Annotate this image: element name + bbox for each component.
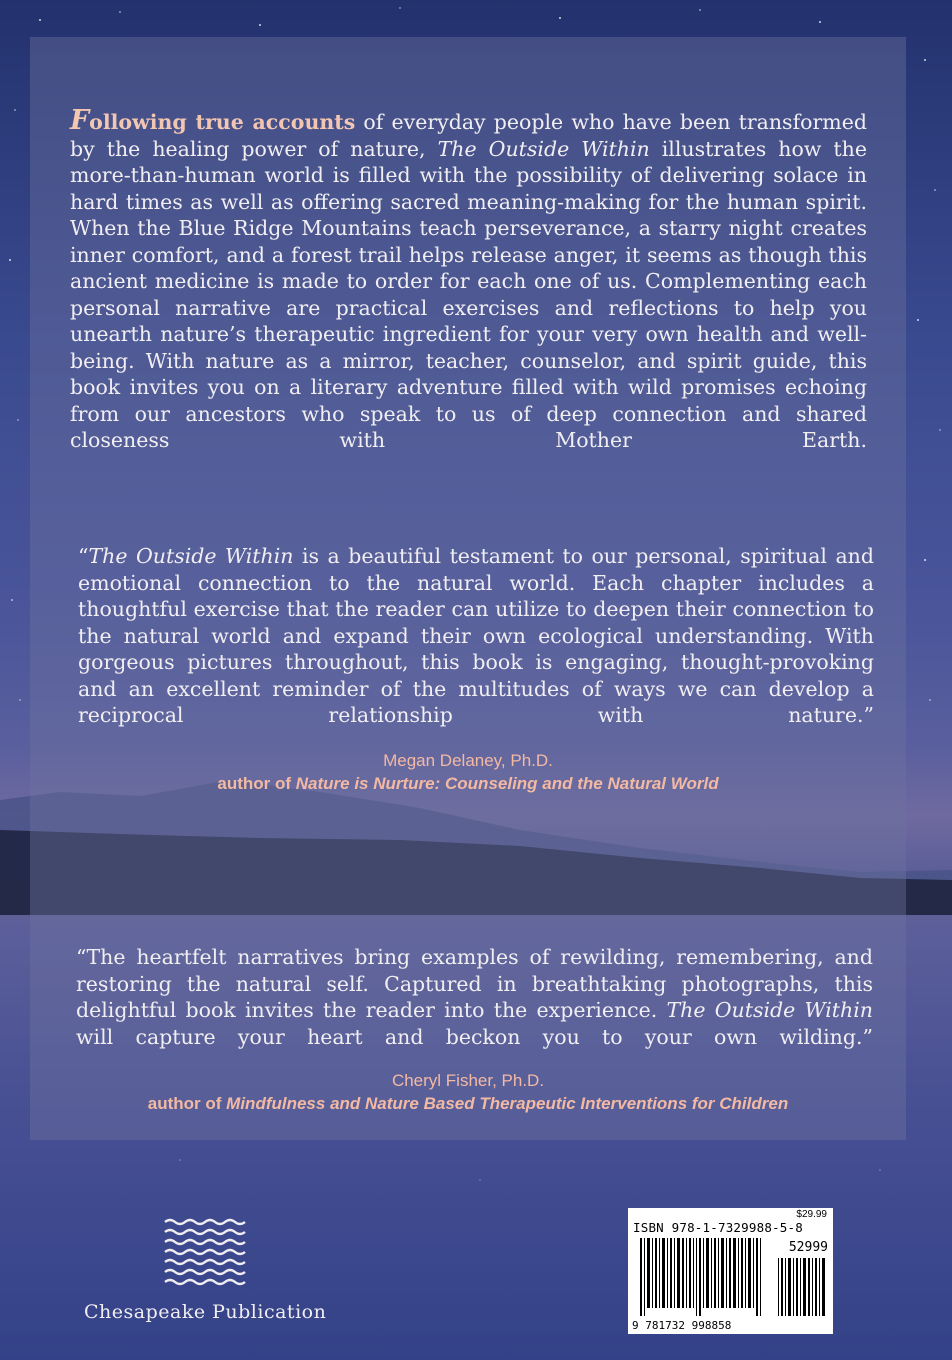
- intro-text-2: illustrates how the more-than-human world is filled with the possibility of delivering solace in hard times as well as offering sacred meaning-making for the human spirit. When the Blue Ridge Mountains teach perseverance, a starry night creates inner comfort, and a forest trail helps release anger, it seems as though this ancient medicine is made to order for each one of us. Complementing each personal narrative are practical exercises and reflections to help you unearth nature’s therapeutic ingredient for your very own health and well-being. With nature as a mirror, teacher, counselor, and spirit guide, this book invites you on a literary adventure filled with wild promises echoing from our ancestors who speak to us of deep connection and shared closeness with Mother Earth.: [70, 136, 867, 452]
- barcode-bars: [640, 1238, 770, 1316]
- quote1-author: Megan Delaney, Ph.D.: [383, 751, 553, 770]
- quote1-book: Nature is Nurture: Counseling and the Natural World: [295, 774, 719, 793]
- quote1-open: “: [78, 544, 89, 568]
- intro-lead: Following true accounts: [70, 105, 356, 136]
- quote2-role-prefix: author of: [147, 1094, 227, 1113]
- quote2-text: “The heartfelt narratives bring examples of rewilding, remembering, and restoring the natural self. Captured in breathtaking photographs, this delightful book invites the reader into the experience.: [76, 945, 873, 1022]
- endorsement-quote-1: [78, 543, 874, 729]
- quote1-role-prefix: author of: [217, 774, 296, 793]
- quote2-book: Mindfulness and Nature Based Therapeutic Interventions for Children: [226, 1094, 789, 1113]
- endorsement-quote-2: [76, 944, 873, 1050]
- quote2-text-end: will capture your heart and beckon you to your own wilding.”: [76, 1024, 873, 1049]
- endorsement-2-attribution: [30, 1069, 906, 1115]
- isbn-barcode: [628, 1208, 833, 1334]
- quote2-author: Cheryl Fisher, Ph.D.: [391, 1071, 545, 1090]
- quote2-role: [30, 1092, 906, 1115]
- intro-book-title: The Outside Within: [437, 136, 650, 161]
- intro-lead-text: ollowing true accounts: [89, 110, 356, 134]
- intro-text-1: of everyday people who have been transformed by the healing power of nature,: [70, 110, 868, 161]
- publisher-name: Chesapeake Publication: [84, 1301, 327, 1323]
- barcode-digits: 9 781732 998858: [632, 1319, 732, 1332]
- barcode-addon-code: 52999: [788, 1240, 828, 1255]
- barcode-price: $29.99: [796, 1209, 827, 1220]
- quote2-book-title: The Outside Within: [666, 998, 873, 1022]
- publisher-wave-icon: [163, 1218, 253, 1290]
- endorsement-1-attribution: [30, 749, 906, 795]
- isbn-text: ISBN 978-1-7329988-5-8: [633, 1220, 803, 1235]
- quote1-book-title: The Outside Within: [88, 544, 294, 568]
- addon-barcode-bars: [778, 1258, 826, 1316]
- quote1-text: is a beautiful testament to our personal, spiritual and emotional connection to the natural world. Each chapter includes a thoughtful exercise that the reader can utilize to deepen their connection to the natural world and expand their own ecological understanding. With gorgeous pictures throughout, this book is engaging, thought-provoking and an excellent reminder of the multitudes of ways we can develop a reciprocal relationship with nature.”: [78, 544, 874, 727]
- intro-paragraph: [70, 105, 868, 454]
- quote1-role: [30, 772, 906, 795]
